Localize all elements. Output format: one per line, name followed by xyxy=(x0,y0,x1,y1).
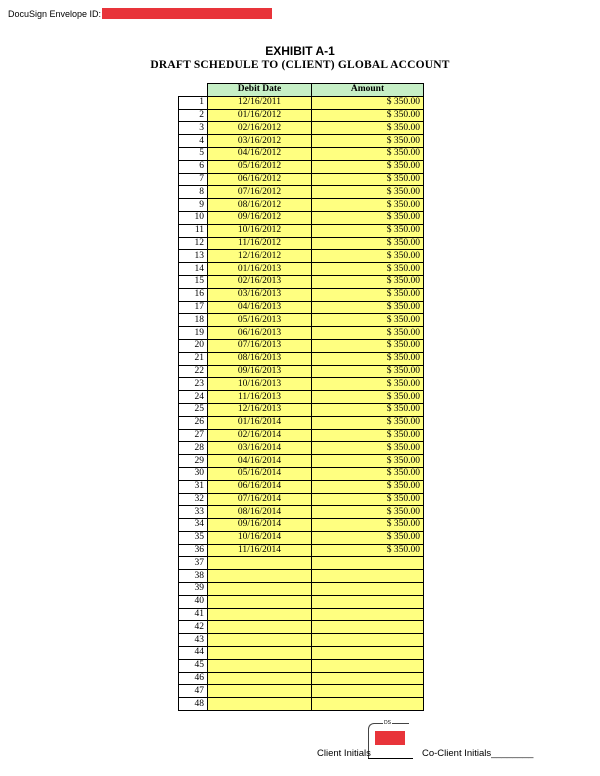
table-row xyxy=(179,608,424,621)
row-number-cell: 18 xyxy=(179,314,208,327)
debit-date-cell: 05/16/2012 xyxy=(208,160,312,173)
table-row xyxy=(179,327,424,340)
amount-cell: $ 350.00 xyxy=(312,250,424,263)
debit-date-cell: 04/16/2014 xyxy=(208,455,312,468)
row-number-cell: 37 xyxy=(179,557,208,570)
row-number-cell: 48 xyxy=(179,698,208,711)
amount-cell xyxy=(312,583,424,596)
amount-cell: $ 350.00 xyxy=(312,365,424,378)
row-number-cell: 16 xyxy=(179,288,208,301)
table-row xyxy=(179,135,424,148)
row-number-cell: 8 xyxy=(179,186,208,199)
debit-date-cell: 04/16/2012 xyxy=(208,147,312,160)
amount-cell: $ 350.00 xyxy=(312,275,424,288)
row-number-cell: 41 xyxy=(179,608,208,621)
debit-date-cell xyxy=(208,659,312,672)
debit-date-cell xyxy=(208,621,312,634)
table-row xyxy=(179,288,424,301)
amount-cell xyxy=(312,621,424,634)
table-row xyxy=(179,519,424,532)
amount-cell xyxy=(312,698,424,711)
debit-date-cell: 03/16/2014 xyxy=(208,442,312,455)
amount-cell: $ 350.00 xyxy=(312,467,424,480)
debit-date-cell: 09/16/2014 xyxy=(208,519,312,532)
row-number-cell: 3 xyxy=(179,122,208,135)
row-number-cell: 12 xyxy=(179,237,208,250)
amount-cell xyxy=(312,672,424,685)
row-number-cell: 4 xyxy=(179,135,208,148)
amount-cell: $ 350.00 xyxy=(312,135,424,148)
table-row xyxy=(179,263,424,276)
row-number-cell: 9 xyxy=(179,199,208,212)
debit-date-cell xyxy=(208,698,312,711)
row-number-cell: 22 xyxy=(179,365,208,378)
row-number-cell: 15 xyxy=(179,275,208,288)
amount-cell xyxy=(312,570,424,583)
row-number-cell: 19 xyxy=(179,327,208,340)
amount-cell xyxy=(312,685,424,698)
client-initials-line xyxy=(368,758,413,759)
debit-date-cell: 05/16/2014 xyxy=(208,467,312,480)
debit-date-cell: 07/16/2014 xyxy=(208,493,312,506)
initials-section xyxy=(0,720,600,770)
row-number-cell: 26 xyxy=(179,416,208,429)
exhibit-title: EXHIBIT A-1 xyxy=(265,44,335,58)
table-row xyxy=(179,506,424,519)
table-row xyxy=(179,583,424,596)
amount-cell: $ 350.00 xyxy=(312,519,424,532)
table-row xyxy=(179,672,424,685)
row-number-cell: 27 xyxy=(179,429,208,442)
amount-cell: $ 350.00 xyxy=(312,173,424,186)
row-number-cell: 20 xyxy=(179,339,208,352)
table-row xyxy=(179,531,424,544)
debit-date-cell: 10/16/2013 xyxy=(208,378,312,391)
table-row xyxy=(179,557,424,570)
debit-date-cell: 09/16/2012 xyxy=(208,211,312,224)
amount-cell: $ 350.00 xyxy=(312,314,424,327)
row-number-cell: 6 xyxy=(179,160,208,173)
amount-cell: $ 350.00 xyxy=(312,109,424,122)
debit-date-cell: 05/16/2013 xyxy=(208,314,312,327)
table-row xyxy=(179,467,424,480)
row-number-cell: 29 xyxy=(179,455,208,468)
table-row xyxy=(179,96,424,109)
debit-date-cell: 12/16/2011 xyxy=(208,96,312,109)
table-row xyxy=(179,685,424,698)
debit-date-cell: 12/16/2012 xyxy=(208,250,312,263)
table-header-row xyxy=(179,84,424,97)
amount-cell: $ 350.00 xyxy=(312,199,424,212)
debit-date-cell: 01/16/2014 xyxy=(208,416,312,429)
row-number-cell: 33 xyxy=(179,506,208,519)
envelope-id-label: DocuSign Envelope ID: xyxy=(8,8,102,19)
amount-cell: $ 350.00 xyxy=(312,96,424,109)
debit-date-cell xyxy=(208,672,312,685)
debit-date-cell xyxy=(208,583,312,596)
row-number-cell: 5 xyxy=(179,147,208,160)
debit-date-cell: 03/16/2012 xyxy=(208,135,312,148)
header-blank-cell xyxy=(179,84,208,97)
amount-cell: $ 350.00 xyxy=(312,160,424,173)
table-row xyxy=(179,352,424,365)
debit-date-cell: 08/16/2013 xyxy=(208,352,312,365)
debit-date-cell: 06/16/2012 xyxy=(208,173,312,186)
row-number-cell: 7 xyxy=(179,173,208,186)
debit-date-cell: 12/16/2013 xyxy=(208,403,312,416)
table-row xyxy=(179,211,424,224)
debit-date-cell: 06/16/2014 xyxy=(208,480,312,493)
table-row xyxy=(179,442,424,455)
table-row xyxy=(179,160,424,173)
debit-date-cell: 09/16/2013 xyxy=(208,365,312,378)
debit-date-cell xyxy=(208,647,312,660)
table-row xyxy=(179,173,424,186)
table-row xyxy=(179,250,424,263)
debit-date-cell: 02/16/2012 xyxy=(208,122,312,135)
draft-schedule-table xyxy=(178,83,424,711)
row-number-cell: 47 xyxy=(179,685,208,698)
row-number-cell: 2 xyxy=(179,109,208,122)
amount-cell: $ 350.00 xyxy=(312,339,424,352)
amount-cell: $ 350.00 xyxy=(312,211,424,224)
row-number-cell: 38 xyxy=(179,570,208,583)
amount-cell: $ 350.00 xyxy=(312,186,424,199)
table-row xyxy=(179,634,424,647)
co-client-initials-label: Co-Client Initials________ xyxy=(422,748,534,759)
debit-date-cell: 11/16/2013 xyxy=(208,391,312,404)
amount-cell: $ 350.00 xyxy=(312,506,424,519)
debit-date-cell: 08/16/2014 xyxy=(208,506,312,519)
table-row xyxy=(179,186,424,199)
ds-tag: DS xyxy=(384,720,391,726)
row-number-cell: 28 xyxy=(179,442,208,455)
debit-date-cell: 07/16/2013 xyxy=(208,339,312,352)
amount-cell: $ 350.00 xyxy=(312,378,424,391)
debit-date-cell: 07/16/2012 xyxy=(208,186,312,199)
row-number-cell: 40 xyxy=(179,595,208,608)
table-row xyxy=(179,544,424,557)
row-number-cell: 39 xyxy=(179,583,208,596)
debit-date-cell: 11/16/2014 xyxy=(208,544,312,557)
amount-cell xyxy=(312,608,424,621)
row-number-cell: 25 xyxy=(179,403,208,416)
row-number-cell: 36 xyxy=(179,544,208,557)
table-row xyxy=(179,109,424,122)
table-row xyxy=(179,122,424,135)
amount-cell: $ 350.00 xyxy=(312,263,424,276)
table-row xyxy=(179,403,424,416)
debit-date-cell: 01/16/2012 xyxy=(208,109,312,122)
amount-cell: $ 350.00 xyxy=(312,531,424,544)
row-number-cell: 42 xyxy=(179,621,208,634)
table-row xyxy=(179,147,424,160)
amount-header: Amount xyxy=(312,84,424,97)
amount-cell xyxy=(312,659,424,672)
client-initials-redaction xyxy=(375,731,405,745)
row-number-cell: 11 xyxy=(179,224,208,237)
row-number-cell: 13 xyxy=(179,250,208,263)
debit-date-cell: 03/16/2013 xyxy=(208,288,312,301)
row-number-cell: 44 xyxy=(179,647,208,660)
amount-cell xyxy=(312,595,424,608)
table-row xyxy=(179,378,424,391)
row-number-cell: 30 xyxy=(179,467,208,480)
amount-cell xyxy=(312,647,424,660)
table-row xyxy=(179,301,424,314)
amount-cell: $ 350.00 xyxy=(312,442,424,455)
amount-cell xyxy=(312,634,424,647)
debit-date-cell: 11/16/2012 xyxy=(208,237,312,250)
table-row xyxy=(179,429,424,442)
debit-date-cell xyxy=(208,570,312,583)
table-row xyxy=(179,480,424,493)
row-number-cell: 21 xyxy=(179,352,208,365)
debit-date-cell: 02/16/2014 xyxy=(208,429,312,442)
row-number-cell: 14 xyxy=(179,263,208,276)
amount-cell: $ 350.00 xyxy=(312,480,424,493)
table-row xyxy=(179,275,424,288)
table-row xyxy=(179,416,424,429)
table-row xyxy=(179,455,424,468)
table-row xyxy=(179,621,424,634)
table-row xyxy=(179,339,424,352)
client-initials-label: Client Initials xyxy=(317,748,371,759)
table-row xyxy=(179,659,424,672)
debit-date-cell xyxy=(208,608,312,621)
table-row xyxy=(179,570,424,583)
amount-cell: $ 350.00 xyxy=(312,455,424,468)
amount-cell: $ 350.00 xyxy=(312,352,424,365)
schedule-subtitle: DRAFT SCHEDULE TO (CLIENT) GLOBAL ACCOUNT xyxy=(150,59,450,71)
table-row xyxy=(179,391,424,404)
row-number-cell: 31 xyxy=(179,480,208,493)
table-row xyxy=(179,647,424,660)
amount-cell: $ 350.00 xyxy=(312,327,424,340)
row-number-cell: 23 xyxy=(179,378,208,391)
row-number-cell: 17 xyxy=(179,301,208,314)
debit-date-cell xyxy=(208,557,312,570)
row-number-cell: 24 xyxy=(179,391,208,404)
table-row xyxy=(179,237,424,250)
row-number-cell: 45 xyxy=(179,659,208,672)
table-row xyxy=(179,224,424,237)
debit-date-header: Debit Date xyxy=(208,84,312,97)
row-number-cell: 32 xyxy=(179,493,208,506)
debit-date-cell: 10/16/2012 xyxy=(208,224,312,237)
debit-date-cell xyxy=(208,685,312,698)
table-row xyxy=(179,314,424,327)
amount-cell xyxy=(312,557,424,570)
amount-cell: $ 350.00 xyxy=(312,403,424,416)
amount-cell: $ 350.00 xyxy=(312,224,424,237)
amount-cell: $ 350.00 xyxy=(312,391,424,404)
debit-date-cell: 08/16/2012 xyxy=(208,199,312,212)
row-number-cell: 10 xyxy=(179,211,208,224)
table-row xyxy=(179,595,424,608)
debit-date-cell: 06/16/2013 xyxy=(208,327,312,340)
table-row xyxy=(179,365,424,378)
amount-cell: $ 350.00 xyxy=(312,147,424,160)
amount-cell: $ 350.00 xyxy=(312,544,424,557)
amount-cell: $ 350.00 xyxy=(312,493,424,506)
amount-cell: $ 350.00 xyxy=(312,416,424,429)
debit-date-cell: 02/16/2013 xyxy=(208,275,312,288)
debit-date-cell xyxy=(208,595,312,608)
amount-cell: $ 350.00 xyxy=(312,237,424,250)
table-row xyxy=(179,493,424,506)
amount-cell: $ 350.00 xyxy=(312,288,424,301)
envelope-id-redaction xyxy=(102,8,272,19)
amount-cell: $ 350.00 xyxy=(312,122,424,135)
debit-date-cell: 04/16/2013 xyxy=(208,301,312,314)
row-number-cell: 1 xyxy=(179,96,208,109)
debit-date-cell: 10/16/2014 xyxy=(208,531,312,544)
debit-date-cell xyxy=(208,634,312,647)
table-body xyxy=(179,96,424,710)
table-row xyxy=(179,199,424,212)
amount-cell: $ 350.00 xyxy=(312,301,424,314)
row-number-cell: 46 xyxy=(179,672,208,685)
debit-date-cell: 01/16/2013 xyxy=(208,263,312,276)
row-number-cell: 43 xyxy=(179,634,208,647)
amount-cell: $ 350.00 xyxy=(312,429,424,442)
docusign-envelope-id xyxy=(8,8,272,19)
row-number-cell: 34 xyxy=(179,519,208,532)
row-number-cell: 35 xyxy=(179,531,208,544)
table-row xyxy=(179,698,424,711)
